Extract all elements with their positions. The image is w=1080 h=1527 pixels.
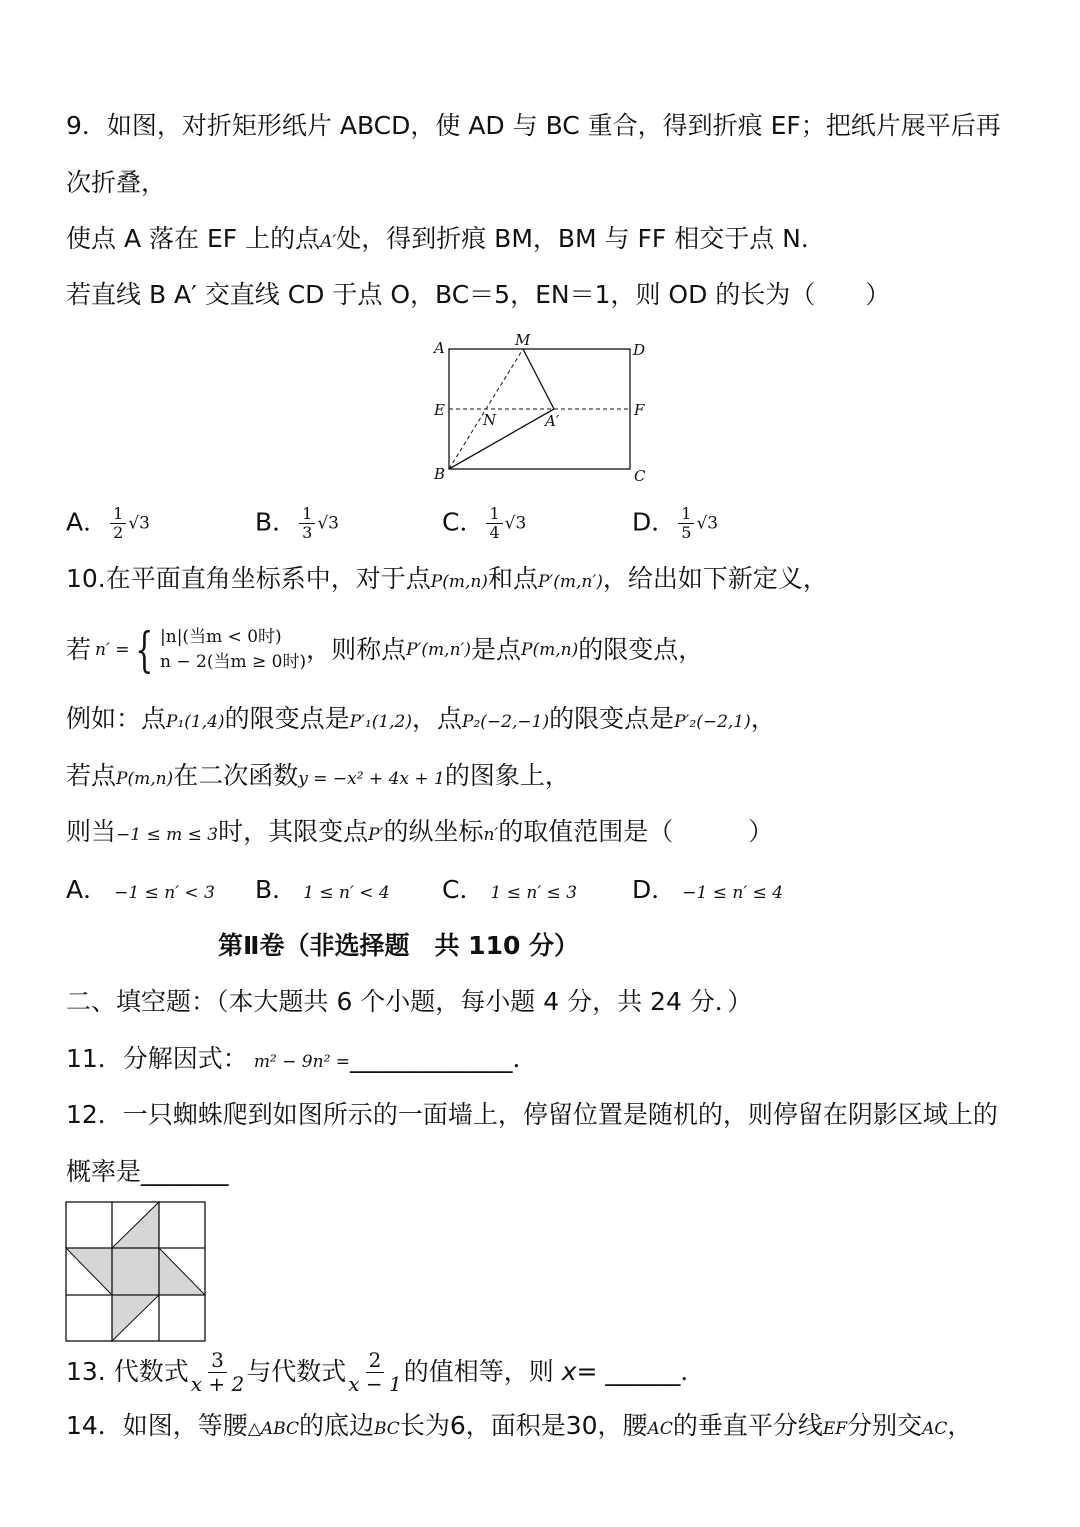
- math-p1: P₁(1,4): [166, 712, 225, 732]
- case-2: n − 2(当m ≥ 0时): [160, 652, 307, 672]
- answer-blank[interactable]: _____________．: [350, 1044, 538, 1073]
- q10-line-3: [66, 703, 776, 738]
- frac-num: 3: [208, 1349, 227, 1373]
- label-F: F: [634, 401, 645, 419]
- option-expr: 1 ≤ n′ ≤ 3: [490, 883, 578, 903]
- radical: √3: [317, 513, 339, 534]
- option-letter: A．: [66, 875, 109, 904]
- option-letter: D．: [632, 875, 677, 904]
- answer-blank[interactable]: = ______．: [576, 1357, 706, 1386]
- q10-option-c[interactable]: [442, 874, 577, 909]
- q13-text: 与代数式: [246, 1357, 347, 1386]
- frac-num: 2: [366, 1349, 385, 1373]
- frac-den: 5: [681, 523, 692, 542]
- math-a-prime: A′: [320, 232, 337, 252]
- q10-option-d[interactable]: [632, 874, 783, 909]
- math-p2: P₂(−2,−1): [462, 712, 550, 732]
- q10-text: ，点: [412, 704, 463, 733]
- math-range: −1 ≤ m ≤ 3: [116, 825, 219, 845]
- q14-text: 的底边: [298, 1411, 374, 1440]
- label-C: C: [634, 467, 646, 483]
- q9-option-b[interactable]: [255, 505, 339, 542]
- label-E: E: [434, 401, 445, 419]
- q14-text: 分别交: [847, 1411, 923, 1440]
- math-ef: EF: [822, 1419, 848, 1439]
- q10-text: 的限变点是: [549, 704, 675, 733]
- math-factor-expr: m² − 9n² =: [253, 1052, 351, 1072]
- q11-text: 11．分解因式：: [66, 1044, 248, 1073]
- option-expr: −1 ≤ n′ < 3: [114, 883, 215, 903]
- q10-text: 的图象上，: [444, 761, 570, 790]
- label-A: A: [434, 339, 445, 357]
- q10-text: 若点: [66, 761, 117, 790]
- math-n-prime: n′: [483, 825, 499, 845]
- label-M: M: [515, 333, 531, 349]
- q10-line-5: [66, 816, 773, 851]
- q10-line-2: [66, 622, 703, 678]
- q10-text: 的纵坐标: [383, 817, 484, 846]
- fold-line-bm: [449, 349, 523, 469]
- piecewise-definition: { |n|(当m < 0时) n − 2(当m ≥ 0时): [135, 622, 307, 678]
- segment-b-aprime: [449, 409, 554, 469]
- section-title: 第Ⅱ卷（非选择题 共 110 分）: [218, 931, 580, 960]
- q14-text: 的垂直平分线: [672, 1411, 823, 1440]
- q10-text: 则当: [66, 817, 117, 846]
- math-p-prime: P′: [368, 825, 384, 845]
- q10-text: 10.在平面直角坐标系中，对于点: [66, 564, 431, 593]
- option-expr: −1 ≤ n′ ≤ 4: [682, 883, 784, 903]
- q14-line: [66, 1410, 972, 1445]
- frac-den: x + 2: [190, 1371, 245, 1396]
- q10-option-b[interactable]: [255, 874, 390, 909]
- math-p-prime: P′(m,n′): [537, 572, 603, 592]
- math-p: P(m,n): [430, 572, 488, 592]
- q9-option-c[interactable]: [442, 505, 526, 542]
- label-A-prime: A′: [545, 412, 560, 430]
- radical: √3: [696, 513, 719, 534]
- shaded-region: [66, 1202, 205, 1341]
- q13-line: [66, 1344, 705, 1400]
- q10-option-a[interactable]: [66, 874, 215, 909]
- frac-num: 1: [110, 505, 126, 524]
- case-1: |n|(当m < 0时): [160, 627, 282, 647]
- q10-line-1: [66, 563, 828, 598]
- q9-line-3: [66, 223, 826, 258]
- option-letter: A．: [66, 507, 109, 537]
- label-D: D: [633, 341, 646, 359]
- q9-option-d[interactable]: [632, 505, 718, 542]
- math-ac: AC: [922, 1419, 948, 1439]
- q10-text: 的取值范围是（ ）: [498, 817, 774, 846]
- math-triangle: △ABC: [247, 1419, 299, 1439]
- q9-text: 使点 A 落在 EF 上的点: [66, 224, 321, 253]
- q14-text: 长为6，面积是30，腰: [399, 1411, 648, 1440]
- q10-text: 例如：点: [66, 704, 167, 733]
- frac-den: 2: [113, 523, 124, 542]
- q13-text: 13. 代数式: [66, 1357, 189, 1386]
- option-letter: B．: [255, 875, 298, 904]
- q9-text: 处，得到折痕 BM，BM 与 FF 相交于点 N．: [336, 224, 826, 253]
- q10-text: ，: [750, 704, 776, 733]
- frac-num: 1: [486, 505, 502, 524]
- frac-den: x − 1: [348, 1371, 402, 1396]
- q14-text: 14．如图，等腰: [66, 1411, 248, 1440]
- q10-text: 若: [66, 635, 92, 664]
- rectangle-abcd: [449, 349, 630, 469]
- math-p: P(m,n): [521, 640, 579, 660]
- option-expr: 1 ≤ n′ < 4: [303, 883, 390, 903]
- q10-text: 的限变点是: [224, 704, 350, 733]
- fraction-1: [191, 1349, 244, 1396]
- frac-den: 3: [302, 523, 313, 542]
- fraction-2: [348, 1349, 401, 1396]
- q12-grid-figure: [64, 1200, 208, 1344]
- q9-line-2: 次折叠，: [66, 168, 167, 197]
- q10-text: 是点: [471, 635, 522, 664]
- option-letter: D．: [632, 507, 677, 537]
- q12-line-2: 概率是_______: [66, 1157, 229, 1186]
- segment-m-aprime: [523, 349, 554, 409]
- math-p: P(m,n): [116, 769, 174, 789]
- variable-x: x: [561, 1357, 577, 1386]
- q12-line-1: 12．一只蜘蛛爬到如图所示的一面墙上，停留位置是随机的，则停留在阴影区域上的: [66, 1100, 998, 1129]
- q10-text: ，则称点: [306, 635, 407, 664]
- q9-option-a[interactable]: [66, 505, 150, 542]
- radical: √3: [504, 513, 527, 534]
- fill-in-heading: 二、填空题：（本大题共 6 个小题，每小题 4 分，共 24 分．）: [66, 987, 753, 1016]
- q10-text: 在二次函数: [173, 761, 299, 790]
- math-quadratic: y = −x² + 4x + 1: [298, 769, 445, 789]
- label-N: N: [483, 411, 497, 429]
- q9-figure: [425, 333, 665, 483]
- q10-text: ，给出如下新定义，: [602, 564, 828, 593]
- option-letter: C．: [442, 507, 485, 537]
- q10-text: 的限变点，: [578, 635, 704, 664]
- q10-text: 时，其限变点: [218, 817, 369, 846]
- frac-den: 4: [489, 523, 500, 542]
- frac-num: 1: [678, 505, 694, 524]
- q10-line-4: [66, 760, 570, 795]
- math-ac: AC: [647, 1419, 673, 1439]
- q11-line: [66, 1043, 538, 1078]
- q9-line-1: 9．如图，对折矩形纸片 ABCD，使 AD 与 BC 重合，得到折痕 EF；把纸片展平后再: [66, 111, 1001, 140]
- option-letter: C．: [442, 875, 485, 904]
- radical: √3: [128, 513, 150, 534]
- math-p2-prime: P′₂(−2,1): [674, 712, 751, 732]
- math-p-prime: P′(m,n′): [406, 640, 472, 660]
- frac-num: 1: [299, 505, 315, 524]
- label-B: B: [434, 465, 446, 483]
- q14-text: ，: [947, 1411, 973, 1440]
- q9-line-4: 若直线 B A′ 交直线 CD 于点 O，BC＝5，EN＝1，则 OD 的长为（ ）: [66, 280, 891, 309]
- math-p1-prime: P′₁(1,2): [349, 712, 413, 732]
- q13-text: 的值相等，则: [403, 1357, 554, 1386]
- option-letter: B．: [255, 507, 298, 537]
- q10-text: 和点: [487, 564, 538, 593]
- math-n-prime-def: n′ =: [95, 640, 130, 660]
- math-bc: BC: [374, 1419, 400, 1439]
